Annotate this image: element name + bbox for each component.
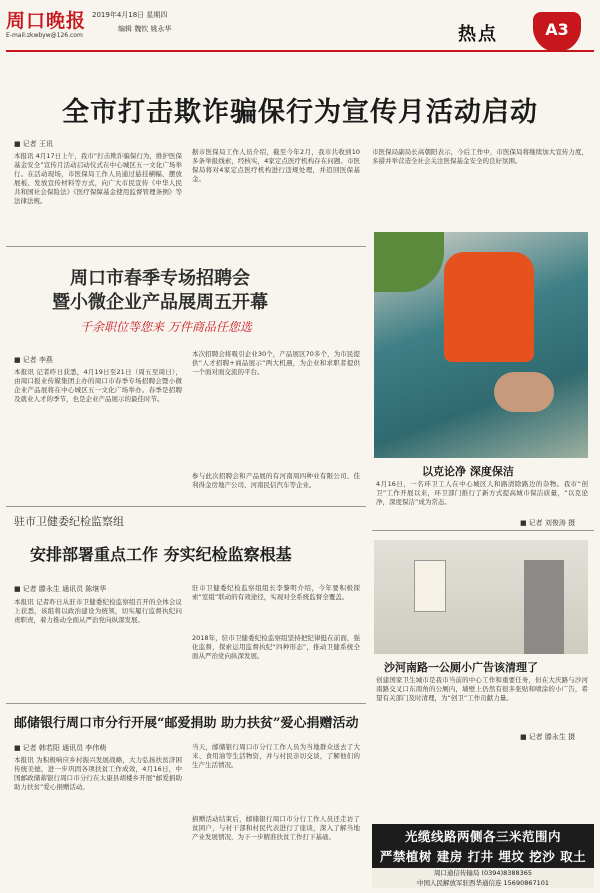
article3-section-label: 驻市卫健委纪检监察组 xyxy=(14,515,124,528)
article1-paragraph-2: 据市医保局工作人员介绍，截至今年2月，我市共收到10多条举报线索，经核实，4家定点医疗机构存在问题。市医保局将对4家定点医疗机构进行违规处理，并追回医保基金。 xyxy=(192,148,360,183)
photo2-credit: ■ 记者 滕永生 摄 xyxy=(520,732,575,742)
photo-hand-shape xyxy=(494,372,554,412)
article1-headline: 全市打击欺诈骗保行为宣传月活动启动 xyxy=(62,97,538,128)
photo-worker-shape xyxy=(444,252,534,362)
article1-paragraph-1: 本报讯 4月17日上午，我市“打击欺诈骗保行为，维护医保基金安全”宣传月活动启动仪式在中心城区五一文化广场举行。在活动现场，市医保局工作人员通过悬挂横幅、摆放展板、发放宣传材料等方式，向广大市民宣传《中华人民共和国社会保险法》《医疗保障基金使用监督管理条例》等法律法规。 xyxy=(14,152,182,205)
article3-byline: ■ 记者 滕永生 通讯员 陈继华 xyxy=(14,584,106,594)
ad-line-1: 光缆线路两侧各三米范围内 xyxy=(404,829,561,844)
photo1-credit: ■ 记者 刘俊涛 摄 xyxy=(520,518,575,528)
photo2-caption: 创建国家卫生城市是我市当前的中心工作和重要任务，但在大庆路与沙河南路交叉口东南角的公厕内，墙壁上仍然有很多张贴和喷涂的小广告，希望有关部门及时清理，为“创卫”工作贡献力量。 xyxy=(376,676,588,702)
ad-footer xyxy=(372,868,594,888)
article3-paragraph-1: 本报讯 记者昨日从驻市卫健委纪检监察组召开的全体会议上获悉，该组将以政治建设为统领，切实履行监督执纪问责职责，着力推动全面从严治党向纵深发展。 xyxy=(14,598,182,624)
article2-subhead: 千余职位等您来 万件商品任您选 xyxy=(80,320,252,334)
photo-door-shape xyxy=(524,560,564,654)
article2-paragraph-2: 本次招聘会将吸引企业30个，产品展区70多个，为市民提供“人才招聘+商品展示”两大机遇，为企业和求职者提供一个面对面交流的平台。 xyxy=(192,350,360,376)
photo2-title: 沙河南路一公厕小广告该清理了 xyxy=(384,661,538,674)
photo1-caption: 4月16日，一名环卫工人在中心城区人和路清除路边的杂物。我市“创卫”工作开展以来，环卫部门推行了新方式提高城市保洁质量，“以克论净，深度保洁”成为常态。 xyxy=(376,480,588,506)
article3-headline: 安排部署重点工作 夯实纪检监察根基 xyxy=(30,545,292,564)
masthead-email: E-mail:zkwbyw@126.com xyxy=(6,32,83,39)
article2-headline-line1: 周口市春季专场招聘会 xyxy=(70,268,250,289)
photo-notice-shape xyxy=(414,560,446,612)
article3-paragraph-3: 2018年，驻市卫健委纪检监察组坚持把纪律挺在前面，强化监督，探索运用监督执纪“四种形态”，推动卫健系统全面从严治党向纵深发展。 xyxy=(192,634,360,660)
ad-line-2: 严禁植树 建房 打井 埋坟 挖沙 取土 xyxy=(379,849,587,864)
masthead-rule xyxy=(6,50,594,52)
public-toilet-photo xyxy=(374,540,588,654)
article4-byline: ■ 记者 韩若阳 通讯员 李伟萌 xyxy=(14,743,106,753)
article4-headline: 邮储银行周口市分行开展“邮爱捐助 助力扶贫”爱心捐赠活动 xyxy=(14,716,359,731)
newspaper-logo: 周口晚报 xyxy=(6,10,87,32)
article2-headline-line2: 暨小微企业产品展周五开幕 xyxy=(52,292,268,313)
article2-paragraph-1: 本报讯 记者昨日获悉，4月19日至21日（周五至周日），由周口报业传媒集团主办的周口市春季专场招聘会暨小微企业产品展将在中心城区五一文化广场举办。春季是招聘及就业人才的季节，也是企业产品展示的最佳时节。 xyxy=(14,368,182,403)
article-divider xyxy=(6,246,366,247)
article2-byline: ■ 记者 李燕 xyxy=(14,355,53,365)
photo1-title: 以克论净 深度保洁 xyxy=(422,465,514,478)
article-divider xyxy=(6,703,366,704)
article1-byline: ■ 记者 王讯 xyxy=(14,139,53,149)
article4-paragraph-2: 当天，邮储银行周口市分行工作人员为当地群众送去了大米、食用油等生活物资，并与村民亲切交谈，了解他们的生产生活情况。 xyxy=(192,743,360,769)
page-number-badge: A3 xyxy=(533,12,581,52)
cleaning-worker-photo xyxy=(374,232,588,458)
article4-paragraph-3: 捐赠活动结束后，邮储银行周口市分行工作人员还走访了贫困户，与村干部和村民代表进行了座谈，深入了解当地产业发展情况，为下一步精准扶贫工作打下基础。 xyxy=(192,815,360,841)
article1-paragraph-3: 市医保局副局长高朝阳表示，今后工作中，市医保局将继续加大宣传力度，多措并举营造全社会关注医保基金安全的良好氛围。 xyxy=(372,148,588,165)
cable-protection-ad xyxy=(372,824,594,888)
masthead-date: 2019年4月18日 星期四 xyxy=(92,11,168,19)
article4-paragraph-1: 本报讯 为积极响应乡村振兴发展战略，大力弘扬扶贫济困传统美德，进一步巩固各项扶贫工作成效，4月16日，中国邮政储蓄银行周口市分行在太康县胡楼乡开展“邮爱捐助 助力扶贫”爱心捐赠活动。 xyxy=(14,756,182,791)
article-divider xyxy=(6,506,366,507)
ad-footer-line-1: 周口通信传输局 (0394)8388365 xyxy=(433,869,533,877)
ad-footer-line-2: 中国人民解放军驻西华通信连 15690867101 xyxy=(416,879,550,887)
section-name: 热点 xyxy=(458,24,498,45)
photo-tree-shape xyxy=(374,232,444,292)
article3-paragraph-2: 驻市卫健委纪检监察组组长李黎明介绍，今年要积极探索“室组”联动的有效途径，实现对全系统监督全覆盖。 xyxy=(192,584,360,601)
article-divider xyxy=(372,530,594,531)
article2-paragraph-3: 参与此次招聘会和产品展的有河南周四种业有限公司、佳利得金房地产公司、河南民信汽车等企业。 xyxy=(192,472,360,489)
masthead-editor: 编辑 魏钦 姚永华 xyxy=(118,25,172,33)
